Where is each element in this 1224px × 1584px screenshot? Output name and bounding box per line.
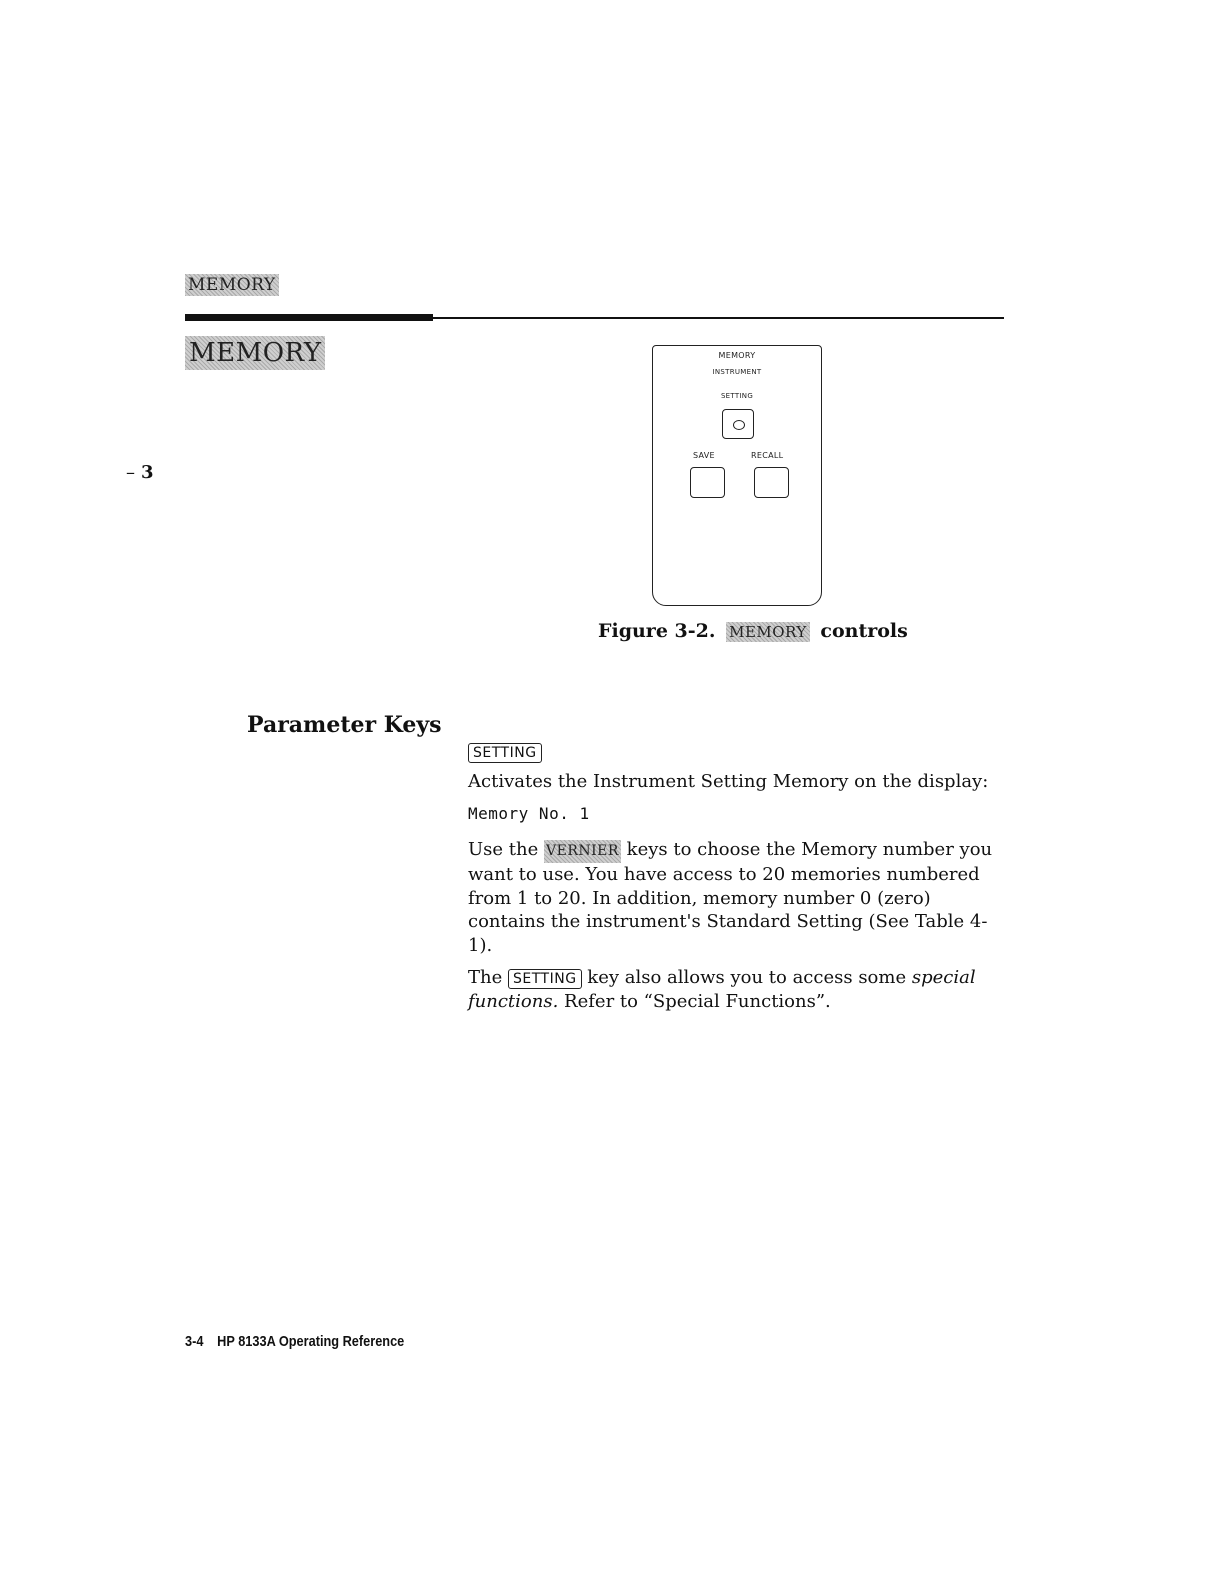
setting-key-inline: SETTING [508, 969, 582, 989]
doc-title: HP 8133A Operating Reference [217, 1333, 405, 1350]
header-rule-thick [185, 314, 433, 321]
running-header: MEMORY [185, 274, 279, 296]
display-readout: Memory No. 1 [468, 804, 590, 823]
caption-key: MEMORY [726, 622, 810, 642]
header-rule-thin [433, 317, 1004, 319]
panel-setting-label: SETTING [720, 392, 754, 400]
caption-prefix: Figure 3-2. [598, 620, 716, 642]
panel-sub-label: INSTRUMENT [712, 368, 762, 376]
recall-key [754, 467, 789, 498]
page-footer [185, 1333, 404, 1350]
setting-led-icon [733, 420, 745, 430]
section-title: MEMORY [185, 336, 325, 370]
p2-after: keys to choose the Memory number you want to use. You have access to 20 memories numbered from 1 to 20. In addition, memory number 0 (zero) contains the instrument's Standard Setting (See Table 4-1). [468, 838, 993, 956]
memory-panel-illustration [652, 345, 822, 606]
page-number: 3-4 [185, 1333, 204, 1350]
save-key [690, 467, 725, 498]
recall-label: RECALL [751, 451, 784, 460]
parameter-keys-body [468, 740, 1004, 1022]
caption-suffix: controls [820, 620, 908, 642]
save-label: SAVE [693, 451, 715, 460]
chapter-number: 3 [141, 462, 154, 483]
paragraph-special [468, 966, 1004, 1013]
setting-key [722, 409, 754, 439]
setting-key-label: SETTING [468, 743, 542, 763]
parameter-keys-heading: Parameter Keys [247, 712, 442, 738]
p3-italic: special functions. [468, 967, 976, 1012]
paragraph-vernier [468, 838, 1004, 958]
vernier-key: VERNIER [544, 840, 621, 864]
p3-after: Refer to “Special Functions”. [564, 990, 831, 1012]
figure-caption [598, 620, 908, 642]
panel-group-label: MEMORY [718, 351, 756, 360]
p3-before: The [468, 967, 503, 988]
paragraph-activates: Activates the Instrument Setting Memory on the display: [468, 770, 989, 792]
chapter-tab: – 3 [126, 462, 154, 483]
p2-before: Use the [468, 838, 539, 860]
p3-mid: key also allows you to access some [587, 967, 907, 988]
